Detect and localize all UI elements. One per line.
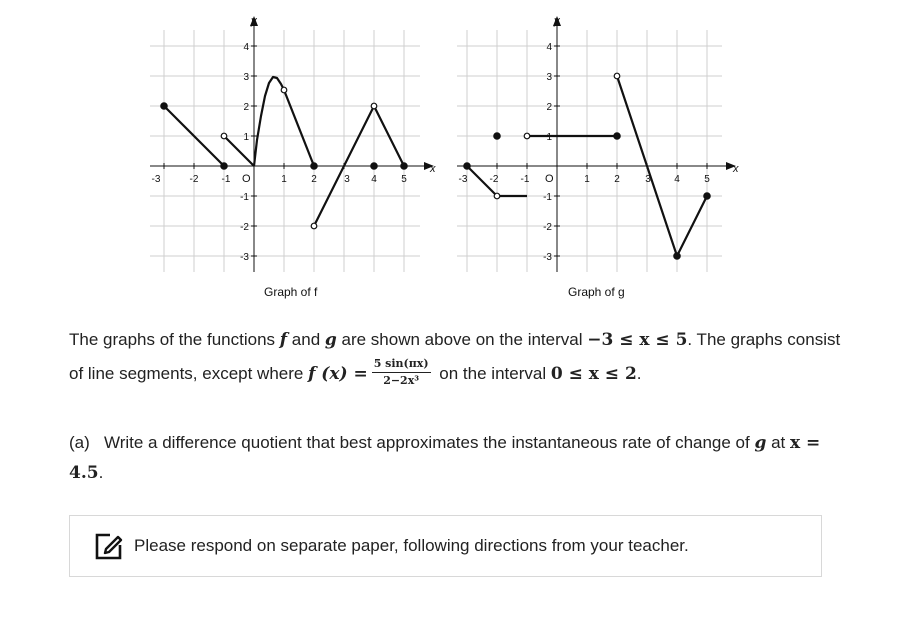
graph-f-x-tick: 3 [344,174,350,185]
graph-f-y-tick: 3 [243,72,249,83]
graph-f-y-tick: -1 [240,192,249,203]
graph-f-axes [150,26,424,272]
function-f-symbol: f [279,330,288,350]
graph-f-origin-label: O [242,173,251,185]
graph-f-y-tick: -2 [240,222,249,233]
graph-f-y-label: y [251,15,257,27]
graph-g-y-tick: -2 [543,222,552,233]
graph-g-x-tick: 3 [645,174,651,185]
fraction-denominator: 2−2x³ [383,374,420,388]
graph-f-open-point [371,103,377,109]
graph-f-segment [224,136,254,166]
graph-g-y-tick: 4 [546,42,552,53]
interval-expression: −3 ≤ x ≤ 5 [587,330,688,350]
graph-g-y-tick-labels [543,42,552,263]
graph-f-x-tick: 5 [401,174,407,185]
problem-intro [69,323,849,391]
graph-f-x-tick: -3 [151,174,161,185]
graph-f [150,15,436,299]
graph-f-grid [150,30,420,272]
intro-text: . The graphs consist of line segments, except where [69,330,841,383]
graph-g [457,15,739,299]
graph-f-x-tick-labels [152,174,408,185]
graph-g-closed-point [494,133,500,139]
graph-f-segment [284,90,314,166]
graph-g-open-point [614,73,620,79]
graph-g-x-tick: 5 [704,174,710,185]
x-value-expression: x = 4.5 [69,433,821,483]
graph-f-closed-point [371,163,377,169]
part-a-label: (a) [69,433,90,452]
intro-text: on the interval [434,364,551,383]
graph-g-open-point [494,193,500,199]
graph-g-grid [457,30,722,272]
graph-f-y-tick: 2 [243,102,249,113]
intro-text: are shown above on the interval [336,330,588,349]
graph-f-closed-point [401,163,407,169]
graph-g-x-label: x [733,163,739,175]
f-definition-lhs: f (x) = [308,364,368,384]
graph-f-y-tick: 4 [243,42,249,53]
graph-f-x-label: x [430,163,436,175]
function-g-symbol: g [754,433,767,453]
graph-g-x-tick: 2 [614,174,620,185]
graph-g-y-tick: 1 [546,132,552,143]
graph-g-origin-label: O [545,173,554,185]
graph-f-x-tick: -2 [189,174,199,185]
graph-f-x-tick: 4 [371,174,377,185]
graph-g-closed-point [674,253,680,259]
graph-f-y-tick: -3 [240,252,249,263]
graph-f-open-point [221,133,227,139]
intro-text: . [636,364,642,383]
graph-g-closed-point [464,163,470,169]
edit-icon [94,531,124,561]
function-g-symbol: g [324,330,337,350]
f-definition-fraction [372,357,431,388]
graph-f-x-tick: 1 [281,174,287,185]
graph-f-y-tick: 1 [243,132,249,143]
intro-text: The graphs of the functions [69,330,280,349]
graph-f-closed-point [221,163,227,169]
part-a-text: . [98,463,104,482]
graph-f-closed-point [161,103,167,109]
graph-f-x-tick: 2 [311,174,317,185]
interval-expression-2: 0 ≤ x ≤ 2 [550,364,637,384]
graph-g-x-tick: 1 [584,174,590,185]
response-box [69,515,822,577]
graph-g-closed-point [704,193,710,199]
graph-f-open-point [311,223,317,229]
fraction-numerator: 5 sin(πx) [372,357,431,373]
graph-g-x-tick: -1 [520,174,530,185]
response-instructions: Please respond on separate paper, following directions from your teacher. [134,536,689,555]
graph-f-x-tick: -1 [221,174,231,185]
graph-g-caption: Graph of g [568,285,625,299]
part-a-text: at [766,433,790,452]
graph-f-closed-point [311,163,317,169]
graph-g-y-label: y [554,15,560,27]
graph-g-y-tick: 3 [546,72,552,83]
intro-text: and [287,330,325,349]
graph-g-x-tick: -3 [458,174,468,185]
question-part-a [69,428,849,488]
graph-g-y-tick: -3 [543,252,552,263]
graphs-figure [0,0,914,310]
graph-g-x-tick-labels [459,174,711,185]
graph-f-caption: Graph of f [264,285,318,299]
part-a-text: Write a difference quotient that best approximates the instantaneous rate of change of [103,433,755,452]
graph-g-x-tick: 4 [674,174,680,185]
graph-g-closed-point [614,133,620,139]
graph-g-x-tick: -2 [489,174,499,185]
graph-f-sine-arc [254,77,284,166]
graph-g-open-point [524,133,530,139]
graph-f-open-point [281,87,287,93]
graph-g-y-tick: 2 [546,102,552,113]
graph-g-y-tick: -1 [543,192,552,203]
